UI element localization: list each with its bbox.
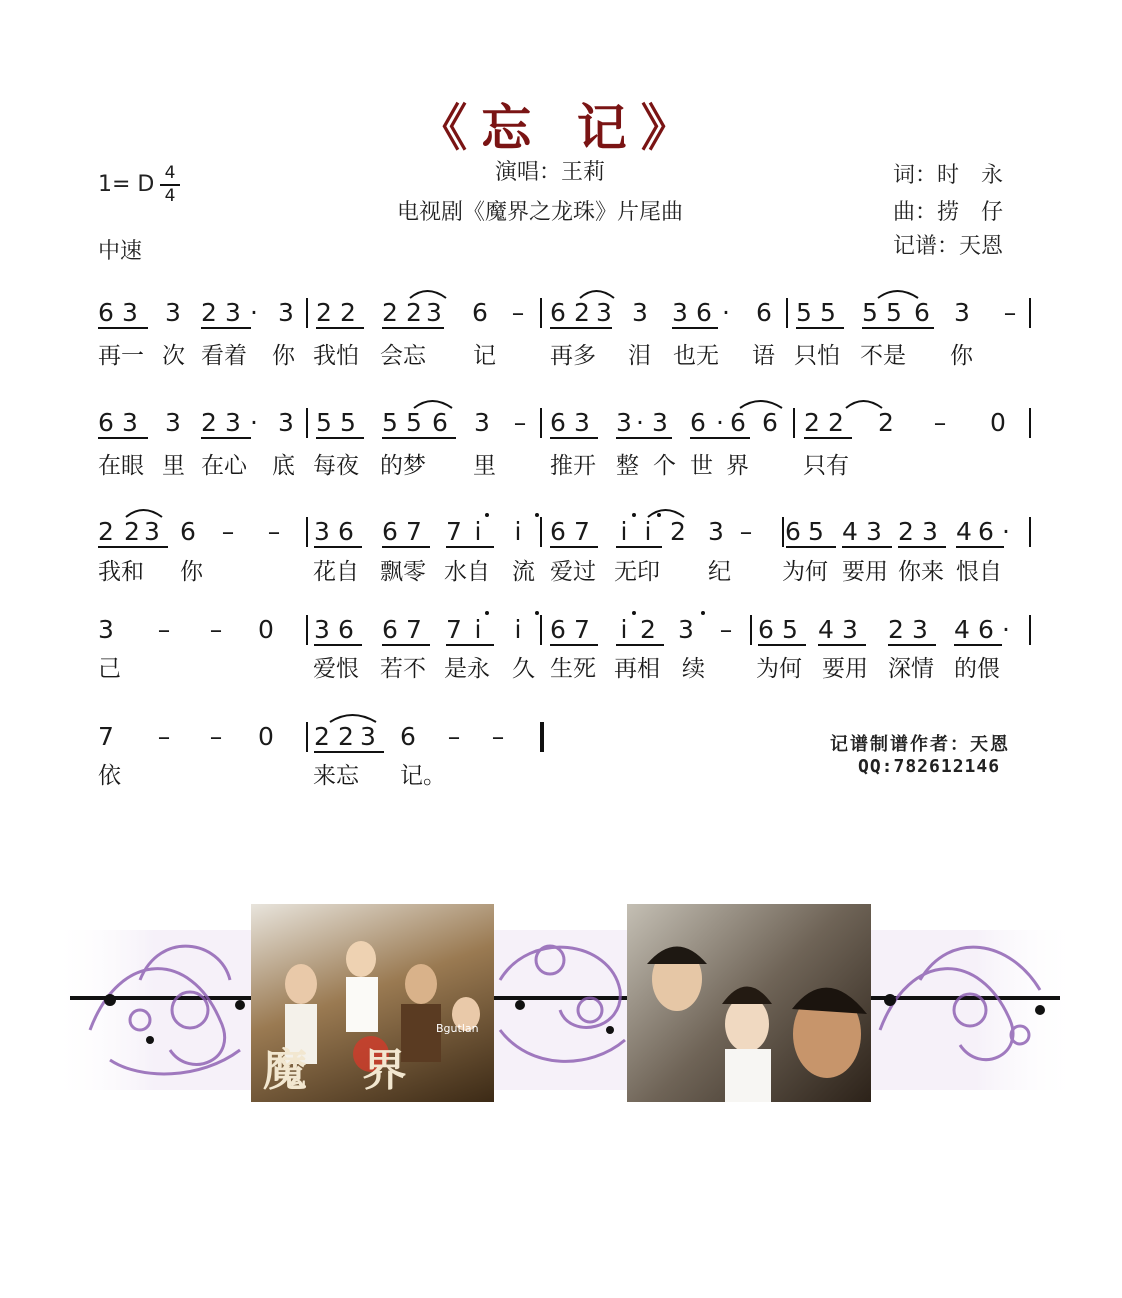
lyricist-label: 词：时 永	[893, 163, 1004, 188]
octave-dot	[632, 611, 636, 615]
tie-slur	[646, 505, 688, 519]
lyric: 为何	[756, 656, 802, 682]
poster-right	[627, 904, 871, 1102]
bar-line	[540, 615, 542, 645]
note: 6	[432, 408, 448, 437]
lyric: 是永	[444, 656, 490, 682]
note: ·	[636, 408, 644, 437]
note: 3	[144, 517, 160, 546]
lyric: 界	[726, 453, 749, 479]
music-line	[0, 517, 1122, 547]
note: 3	[278, 408, 294, 437]
note: 2	[98, 517, 114, 546]
note: 6	[382, 517, 398, 546]
beam-underline	[446, 644, 494, 646]
lyric: 己	[98, 656, 121, 682]
note: –	[933, 408, 947, 437]
beam-underline	[786, 546, 836, 548]
lyric: 为何	[782, 559, 828, 585]
decorative-banner	[50, 870, 1080, 1120]
beam-underline	[550, 437, 598, 439]
beam-underline	[316, 437, 364, 439]
bar-line	[306, 298, 308, 328]
lyric: 个	[653, 453, 676, 479]
octave-dot	[535, 513, 539, 517]
note: 3	[616, 408, 632, 437]
time-sig-bottom: 4	[164, 186, 176, 206]
note: 3	[866, 517, 882, 546]
lyric: 整	[616, 453, 639, 479]
lyric: 也无	[673, 343, 719, 369]
note: ·	[716, 408, 724, 437]
note: 6	[758, 615, 774, 644]
lyric: 语	[752, 343, 775, 369]
poster-left-title: 魔 界	[263, 1045, 427, 1096]
note: 2	[406, 298, 422, 327]
note: i	[644, 517, 652, 546]
beam-underline	[382, 644, 430, 646]
lyric: 世	[690, 453, 713, 479]
note: 7	[406, 615, 422, 644]
tie-slur	[408, 286, 450, 300]
note: 2	[804, 408, 820, 437]
music-line	[0, 408, 1122, 438]
bar-line	[306, 615, 308, 645]
credit-qq: QQ:782612146	[858, 756, 1001, 777]
note: 6	[978, 615, 994, 644]
beam-underline	[616, 437, 672, 439]
lyric: 里	[162, 453, 185, 479]
note: 3	[314, 517, 330, 546]
note: 3	[474, 408, 490, 437]
note: 4	[842, 517, 858, 546]
beam-underline	[316, 327, 364, 329]
key-signature: 1= D	[98, 172, 155, 197]
note: 2	[201, 298, 217, 327]
beam-underline	[98, 437, 148, 439]
lyric: 深情	[888, 656, 934, 682]
lyric: 你	[272, 343, 295, 369]
lyric: 续	[682, 656, 705, 682]
note: 4	[818, 615, 834, 644]
transcriber-label: 记谱：天恩	[893, 234, 1004, 259]
note: i	[514, 615, 522, 644]
lyric: 你来	[898, 559, 944, 585]
note: 5	[886, 298, 902, 327]
beam-underline	[842, 546, 892, 548]
note: –	[511, 298, 525, 327]
bar-line	[793, 408, 795, 438]
note: 4	[954, 615, 970, 644]
note: 3	[165, 408, 181, 437]
note: 3	[678, 615, 694, 644]
note: 5	[820, 298, 836, 327]
note: 6	[690, 408, 706, 437]
credit-author: 记谱制谱作者：天恩	[830, 734, 1010, 755]
note: i	[620, 517, 628, 546]
composer-label: 曲：捞 仔	[893, 200, 1004, 225]
beam-underline	[672, 327, 718, 329]
note: 5	[808, 517, 824, 546]
note: 3	[426, 298, 442, 327]
lyric: 记	[473, 343, 496, 369]
lyric: 里	[473, 453, 496, 479]
bar-line	[540, 408, 542, 438]
note: i	[474, 615, 482, 644]
beam-underline	[382, 437, 456, 439]
tie-slur	[412, 396, 456, 410]
note: 2	[314, 722, 330, 751]
lyric: 要用	[842, 559, 888, 585]
note: 6	[914, 298, 930, 327]
beam-underline	[898, 546, 946, 548]
note: 6	[756, 298, 772, 327]
note: 3	[708, 517, 724, 546]
lyric: 每夜	[313, 453, 359, 479]
note: 3	[122, 408, 138, 437]
note: –	[209, 722, 223, 751]
beam-underline	[98, 327, 148, 329]
beam-underline	[862, 327, 934, 329]
note: 6	[696, 298, 712, 327]
note: 3	[225, 408, 241, 437]
tie-slur	[738, 396, 786, 410]
bar-line	[306, 722, 308, 752]
note: 5	[406, 408, 422, 437]
lyric: 飘零	[380, 559, 426, 585]
lyric: 不是	[860, 343, 906, 369]
beam-underline	[98, 546, 168, 548]
lyric: 看着	[201, 343, 247, 369]
note: ·	[1002, 517, 1010, 546]
note: 7	[406, 517, 422, 546]
bar-line	[1029, 615, 1031, 645]
note: 5	[340, 408, 356, 437]
bar-line	[540, 722, 544, 752]
note: 6	[98, 298, 114, 327]
beam-underline	[888, 644, 936, 646]
lyric: 会忘	[380, 343, 426, 369]
note: ·	[1002, 615, 1010, 644]
bar-line	[750, 615, 752, 645]
note: 2	[640, 615, 656, 644]
ornament-swirls	[50, 870, 1080, 1120]
source-label: 电视剧《魔界之龙珠》片尾曲	[397, 200, 684, 225]
note: 2	[898, 517, 914, 546]
time-signature	[160, 164, 180, 206]
note: 2	[316, 298, 332, 327]
note: 6	[400, 722, 416, 751]
lyric: 泪	[628, 343, 651, 369]
bar-line	[306, 517, 308, 547]
note: 2	[574, 298, 590, 327]
note: 6	[550, 298, 566, 327]
lyric: 的梦	[380, 453, 426, 479]
note: 5	[316, 408, 332, 437]
beam-underline	[690, 437, 750, 439]
lyric: 的偎	[954, 656, 1000, 682]
lyric: 花自	[313, 559, 359, 585]
note: 3	[672, 298, 688, 327]
beam-underline	[314, 546, 362, 548]
beam-underline	[382, 327, 444, 329]
note: 4	[956, 517, 972, 546]
lyric: 要用	[822, 656, 868, 682]
note: 6	[785, 517, 801, 546]
lyric: 若不	[380, 656, 426, 682]
note: 3	[165, 298, 181, 327]
note: 2	[201, 408, 217, 437]
note: 3	[954, 298, 970, 327]
note: 6	[550, 408, 566, 437]
lyric-line	[0, 451, 1122, 481]
lyric-line	[0, 341, 1122, 371]
time-sig-top: 4	[164, 163, 176, 183]
lyric: 再一	[98, 343, 144, 369]
bar-line	[1029, 408, 1031, 438]
bar-line	[1029, 298, 1031, 328]
lyric: 来忘	[313, 763, 359, 789]
octave-dot	[701, 611, 705, 615]
lyric: 在心	[201, 453, 247, 479]
note: 2	[382, 298, 398, 327]
note: 6	[762, 408, 778, 437]
octave-dot	[535, 611, 539, 615]
lyric: 你	[950, 343, 973, 369]
tie-slur	[578, 286, 618, 300]
lyric: 在眼	[98, 453, 144, 479]
note: 3	[314, 615, 330, 644]
note: 5	[796, 298, 812, 327]
note: –	[157, 722, 171, 751]
beam-underline	[616, 546, 662, 548]
note: 7	[446, 615, 462, 644]
beam-underline	[818, 644, 866, 646]
note: –	[209, 615, 223, 644]
note: –	[157, 615, 171, 644]
note: 3	[574, 408, 590, 437]
note: 6	[550, 517, 566, 546]
note: 3	[652, 408, 668, 437]
octave-dot	[485, 513, 489, 517]
lyric: 依	[98, 763, 121, 789]
note: 2	[828, 408, 844, 437]
note: 6	[550, 615, 566, 644]
lyric: 我和	[98, 559, 144, 585]
note: 2	[338, 722, 354, 751]
lyric-line	[0, 654, 1122, 684]
octave-dot	[632, 513, 636, 517]
lyric: 我怕	[313, 343, 359, 369]
beam-underline	[314, 751, 384, 753]
note: 6	[978, 517, 994, 546]
note: 2	[888, 615, 904, 644]
beam-underline	[758, 644, 806, 646]
lyric: 只怕	[794, 343, 840, 369]
note: 3	[842, 615, 858, 644]
lyric: 底	[272, 453, 295, 479]
note: –	[1003, 298, 1017, 327]
note: 6	[338, 615, 354, 644]
music-line	[0, 298, 1122, 328]
note: –	[447, 722, 461, 751]
tie-slur	[328, 710, 380, 724]
lyric: 推开	[550, 453, 596, 479]
lyric: 无印	[614, 559, 660, 585]
note: 0	[258, 722, 274, 751]
note: 6	[382, 615, 398, 644]
note: –	[513, 408, 527, 437]
note: 6	[98, 408, 114, 437]
beam-underline	[550, 327, 612, 329]
lyric: 爱过	[550, 559, 596, 585]
lyric: 水自	[444, 559, 490, 585]
note: 7	[446, 517, 462, 546]
beam-underline	[550, 644, 598, 646]
poster-left	[251, 904, 494, 1102]
beam-underline	[956, 546, 1004, 548]
beam-underline	[804, 437, 852, 439]
lyric: 次	[162, 343, 185, 369]
note: 2	[124, 517, 140, 546]
note: –	[739, 517, 753, 546]
note: 5	[382, 408, 398, 437]
singer-label: 演唱：王莉	[495, 160, 606, 185]
note: 3	[632, 298, 648, 327]
beam-underline	[446, 546, 494, 548]
note: 6	[180, 517, 196, 546]
lyric: 再多	[550, 343, 596, 369]
note: ·	[250, 298, 258, 327]
bar-line	[1029, 517, 1031, 547]
note: i	[620, 615, 628, 644]
note: 2	[878, 408, 894, 437]
beam-underline	[796, 327, 844, 329]
note: 7	[574, 517, 590, 546]
lyric: 爱恨	[313, 656, 359, 682]
note: 3	[122, 298, 138, 327]
beam-underline	[382, 546, 430, 548]
lyric: 久	[512, 656, 535, 682]
octave-dot	[657, 513, 661, 517]
tie-slur	[124, 505, 166, 519]
note: 6	[730, 408, 746, 437]
bar-line	[540, 517, 542, 547]
note: i	[514, 517, 522, 546]
note: 5	[782, 615, 798, 644]
tie-slur	[844, 396, 886, 410]
note: 3	[225, 298, 241, 327]
bar-line	[786, 298, 788, 328]
note: ·	[722, 298, 730, 327]
note: 2	[340, 298, 356, 327]
bar-line	[306, 408, 308, 438]
lyric: 再相	[614, 656, 660, 682]
note: 6	[338, 517, 354, 546]
lyric-line	[0, 557, 1122, 587]
note: 3	[278, 298, 294, 327]
lyric: 记。	[400, 763, 446, 789]
bar-line	[540, 298, 542, 328]
lyric: 恨自	[956, 559, 1002, 585]
note: 0	[258, 615, 274, 644]
beam-underline	[201, 437, 251, 439]
note: 7	[574, 615, 590, 644]
lyric: 流	[512, 559, 535, 585]
lyric: 纪	[708, 559, 731, 585]
note: 7	[98, 722, 114, 751]
poster-right-art	[627, 904, 871, 1102]
note: 6	[472, 298, 488, 327]
note: –	[719, 615, 733, 644]
beam-underline	[550, 546, 598, 548]
tempo-label: 中速	[98, 239, 143, 264]
note: 3	[912, 615, 928, 644]
note: –	[491, 722, 505, 751]
note: 3	[596, 298, 612, 327]
beam-underline	[954, 644, 1002, 646]
lyric: 生死	[550, 656, 596, 682]
note: i	[474, 517, 482, 546]
note: –	[221, 517, 235, 546]
song-title: 《忘 记》	[417, 98, 705, 157]
note: 3	[98, 615, 114, 644]
note: 3	[922, 517, 938, 546]
note: 0	[990, 408, 1006, 437]
note: –	[267, 517, 281, 546]
beam-underline	[201, 327, 251, 329]
note: ·	[250, 408, 258, 437]
poster-left-caption: Bgutlan	[436, 1022, 479, 1035]
beam-underline	[616, 644, 664, 646]
note: 3	[360, 722, 376, 751]
octave-dot	[485, 611, 489, 615]
tie-slur	[876, 286, 922, 300]
lyric: 只有	[803, 453, 849, 479]
beam-underline	[314, 644, 362, 646]
music-line	[0, 615, 1122, 645]
lyric: 你	[180, 559, 203, 585]
note: 2	[670, 517, 686, 546]
note: 5	[862, 298, 878, 327]
